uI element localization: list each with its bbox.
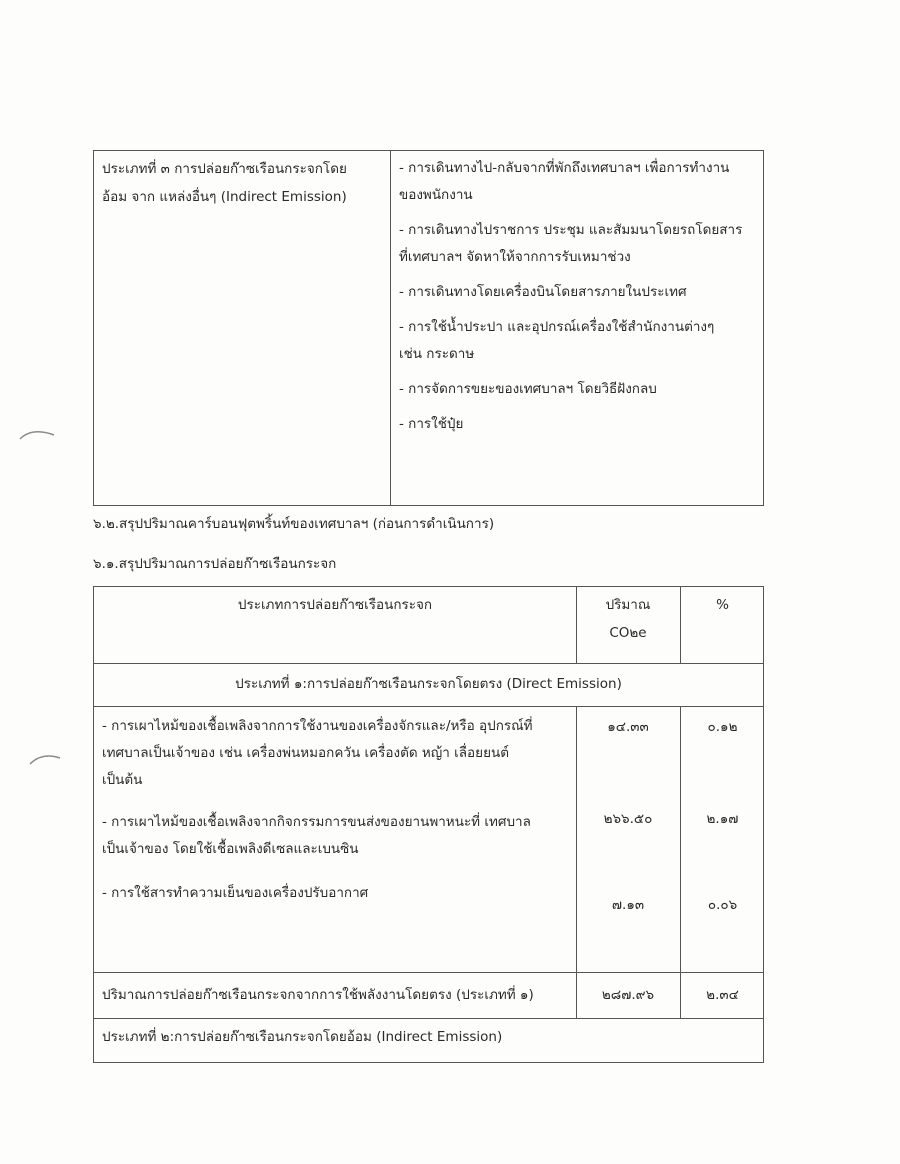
scope3-table [93,150,764,506]
total-label: ปริมาณการปล่อยก๊าซเรือนกระจกจากการใช้พลังงานโดยตรง (ประเภทที่ ๑) [102,987,534,1003]
header-amount-unit: CO๒e [609,625,647,641]
scope3-activity [399,411,755,438]
total-percent: ๒.๓๔ [706,987,739,1003]
table-header-row [94,587,763,664]
scan-mark [28,750,64,770]
activity-line: - การจัดการขยะของเทศบาลฯ โดยวิธีฝังกลบ [399,381,657,397]
percent-value: ๐.๑๒ [707,719,738,735]
total-amount: ๒๘๗.๙๖ [601,987,655,1003]
section-heading-6-1: ๖.๑.สรุปปริมาณการปล่อยก๊าซเรือนกระจก [93,556,337,572]
scope3-category-line: ประเภทที่ ๓ การปล่อยก๊าซเรือนกระจกโดย [102,161,347,177]
percent-value: ๒.๑๗ [706,811,739,827]
section-heading-6-2: ๖.๒.สรุปปริมาณคาร์บอนฟุตพริ้นท์ของเทศบาลฯ (ก่อนการดำเนินการ) [93,516,495,532]
header-percent: % [716,597,729,613]
source-line: เป็นต้น [102,772,143,788]
percent-value: ๐.๐๖ [707,897,738,913]
scope1-total-row [94,973,763,1019]
amount-value: ๒๖๖.๕๐ [603,811,653,827]
activity-line: - การเดินทางโดยเครื่องบินโดยสารภายในประเทศ [399,284,687,300]
scope3-activity [399,376,755,403]
activity-line: - การใช้ปุ๋ย [399,416,464,432]
activity-line: ของพนักงาน [399,187,473,203]
scope1-percents [680,707,765,972]
scope1-amounts [576,707,680,972]
scan-mark [18,425,58,445]
scope1-sources [94,707,576,972]
amount-value: ๗.๑๓ [611,897,645,913]
scope3-activity [399,155,755,209]
source-line: เทศบาลเป็นเจ้าของ เช่น เครื่องพ่นหมอกควัน เครื่องตัด หญ้า เลื่อยยนต์ [102,745,509,761]
source-line: เป็นเจ้าของ โดยใช้เชื้อเพลิงดีเซลและเบนซิน [102,841,359,857]
ghg-summary-table [93,586,764,1063]
scope3-activity [399,217,755,271]
amount-value: ๑๔.๓๓ [607,719,649,735]
header-type: ประเภทการปล่อยก๊าซเรือนกระจก [237,597,433,613]
activity-line: เช่น กระดาษ [399,346,475,362]
header-amount [576,587,680,663]
activity-line: ที่เทศบาลฯ จัดหาให้จากการรับเหมาช่วง [399,249,631,265]
activity-line: - การใช้น้ำประปา และอุปกรณ์เครื่องใช้สำนักงานต่างๆ [399,319,715,335]
scope3-category-cell [94,151,391,505]
table-row-source [102,713,568,794]
scope1-title-row [94,664,763,707]
scope1-title: ประเภทที่ ๑:การปล่อยก๊าซเรือนกระจกโดยตรง (Direct Emission) [235,676,622,692]
table-row-source [102,809,568,863]
scope3-activity [399,279,755,306]
scope2-title-row [94,1019,763,1062]
scope3-activity [399,314,755,368]
source-line: - การเผาไหม้ของเชื้อเพลิงจากการใช้งานของเครื่องจักรและ/หรือ อุปกรณ์ที่ [102,718,533,734]
source-line: - การใช้สารทำความเย็นของเครื่องปรับอากาศ [102,885,369,901]
table-row-source [102,880,568,907]
scope3-activities-cell [391,151,763,505]
scope3-category-line: อ้อม จาก แหล่งอื่นๆ (Indirect Emission) [102,189,347,205]
source-line: - การเผาไหม้ของเชื้อเพลิงจากกิจกรรมการขนส่งของยานพาหนะที่ เทศบาล [102,814,531,830]
scope1-data-block [94,707,763,973]
activity-line: - การเดินทางไป-กลับจากที่พักถึงเทศบาลฯ เพื่อการทำงาน [399,160,730,176]
activity-line: - การเดินทางไปราชการ ประชุม และสัมมนาโดยรถโดยสาร [399,222,743,238]
scope2-title: ประเภทที่ ๒:การปล่อยก๊าซเรือนกระจกโดยอ้อม (Indirect Emission) [102,1029,503,1045]
header-amount-line: ปริมาณ [605,597,651,613]
